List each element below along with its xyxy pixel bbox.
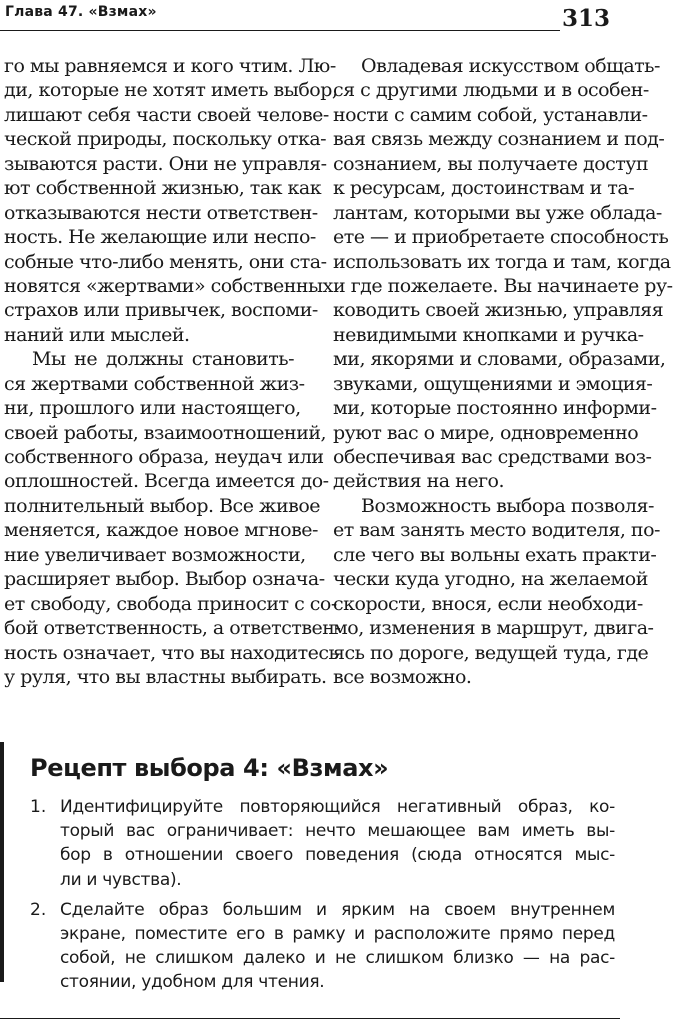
text-line: торый вас ограничивает: нечто мешающее вам иметь вы- <box>60 821 615 842</box>
text-line: ности с самим собой, устанавли- <box>333 103 648 126</box>
text-line: расширяет выбор. Выбор означа- <box>4 568 325 591</box>
text-line: Овладевая искусством общать- <box>361 55 660 77</box>
text-line: Идентифицируйте повторяющийся негативный образ, ко- <box>60 797 615 817</box>
recipe-box <box>0 742 620 993</box>
list-item <box>30 795 615 892</box>
text-line: лишают себя части своей челове- <box>4 103 329 126</box>
text-line: сознанием, вы получаете доступ <box>333 152 649 175</box>
text-line: ди, которые не хотят иметь выбор, <box>4 79 338 102</box>
text-line: полнительный выбор. Все живое <box>4 494 321 517</box>
text-line: ясь по дороге, ведущей туда, где <box>333 641 649 664</box>
text-line: го мы равняемся и кого чтим. Лю- <box>4 55 336 77</box>
text-line: руют вас о мире, одновременно <box>333 421 639 444</box>
text-line: ческой природы, поскольку отка- <box>4 128 327 151</box>
text-line: меняется, каждое новое мгнове- <box>4 519 318 542</box>
text-line: зываются расти. Они не управля- <box>4 152 327 175</box>
text-line: использовать их тогда и там, когда <box>333 250 671 273</box>
text-line: наний или мыслей. <box>4 323 190 346</box>
text-line: Мы не должны становить- <box>32 348 294 371</box>
text-line: действия на него. <box>333 470 505 493</box>
text-line: ет свободу, свобода приносит с со- <box>4 592 337 615</box>
text-line: стоянии, удобном для чтения. <box>60 972 325 993</box>
text-line: Сделайте образ большим и ярким на своем внутреннем <box>60 899 615 920</box>
text-line: ете — и приобретаете способность <box>333 226 669 249</box>
text-line: ся жертвами собственной жиз- <box>4 372 305 395</box>
text-line: экране, поместите его в рамку и расположите прямо перед <box>60 923 615 944</box>
text-line: ют собственной жизнью, так как <box>4 177 322 200</box>
text-line: ми, якорями и словами, образами, <box>333 348 666 371</box>
page-header <box>0 0 620 40</box>
text-line: обеспечивая вас средствами воз- <box>333 446 652 468</box>
text-line: ли и чувства). <box>60 869 182 890</box>
text-line: ся с другими людьми и в особен- <box>333 79 649 102</box>
text-line: невидимыми кнопками и ручка- <box>333 323 644 346</box>
text-line: мо, изменения в маршрут, двига- <box>333 617 654 640</box>
recipe-title: Рецепт выбора 4: «Взмах» <box>30 754 389 782</box>
text-line: ние увеличивает возможности, <box>4 543 306 566</box>
running-head: Глава 47. «Взмах» <box>5 4 157 20</box>
text-line: ководить своей жизнью, управляя <box>333 299 664 322</box>
text-line: и где пожелаете. Вы начинаете ру- <box>333 274 673 297</box>
text-line: у руля, что вы властны выбирать. <box>4 665 327 688</box>
text-line: ет вам занять место водителя, по- <box>333 519 660 542</box>
text-line: к ресурсам, достоинствам и та- <box>333 177 635 200</box>
text-line: бор в отношении своего поведения (сюда относятся мыс- <box>60 845 615 866</box>
text-line: своей работы, взаимоотношений, <box>4 421 327 444</box>
text-line: отказываются нести ответствен- <box>4 201 318 224</box>
text-line: звуками, ощущениями и эмоция- <box>333 372 653 395</box>
page-number: 313 <box>561 5 610 32</box>
recipe-accent-bar <box>0 742 4 982</box>
list-item <box>30 898 615 995</box>
right-column <box>333 54 673 689</box>
text-line: страхов или привычек, воспоми- <box>4 299 318 322</box>
text-line: оплошностей. Всегда имеется до- <box>4 470 329 493</box>
list-item-number: 1. <box>30 797 47 817</box>
text-line: собные что-либо менять, они ста- <box>4 250 327 273</box>
text-line: Возможность выбора позволя- <box>361 494 654 517</box>
text-line: сле чего вы вольны ехать практи- <box>333 543 657 566</box>
recipe-list <box>30 795 615 1001</box>
text-line: ми, которые постоянно информи- <box>333 397 657 420</box>
text-line: собой, не слишком далеко и не слишком близко — на рас- <box>60 948 615 969</box>
text-line: ность. Не желающие или неспо- <box>4 226 316 249</box>
left-column <box>4 54 341 689</box>
footer-rule <box>0 1018 620 1019</box>
text-line: вая связь между сознанием и под- <box>333 128 665 151</box>
text-line: чески куда угодно, на желаемой <box>333 568 648 591</box>
text-line: собственного образа, неудач или <box>4 446 324 468</box>
text-line: все возможно. <box>333 665 472 688</box>
text-line: лантам, которыми вы уже облада- <box>333 201 662 224</box>
text-line: новятся «жертвами» собственных <box>4 274 333 297</box>
text-line: бой ответственность, а ответствен- <box>4 617 341 640</box>
text-line: скорости, внося, если необходи- <box>333 592 643 615</box>
list-item-number: 2. <box>30 899 47 920</box>
header-rule <box>0 30 560 31</box>
text-line: ность означает, что вы находитесь <box>4 641 339 664</box>
text-line: ни, прошлого или настоящего, <box>4 397 301 420</box>
